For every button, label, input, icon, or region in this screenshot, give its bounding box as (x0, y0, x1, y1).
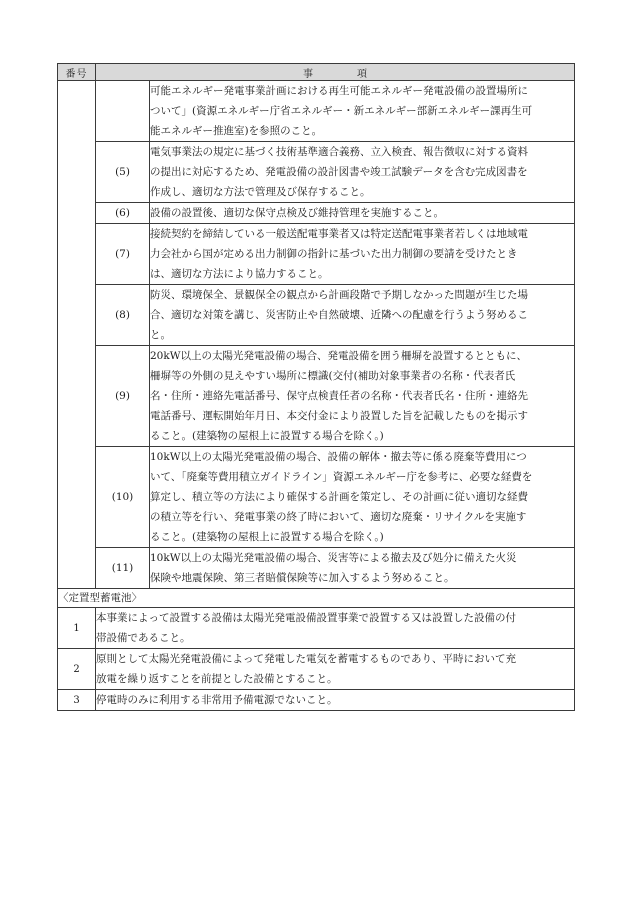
item-label: (10) (96, 447, 150, 548)
text-line: 10kW以上の太陽光発電設備の場合、災害等による撤去及び処分に備えた火災 (150, 552, 517, 564)
text-line: 設備の設置後、適切な保守点検及び維持管理を実施すること。 (150, 207, 444, 219)
header-item (96, 64, 575, 81)
item-label-blank (96, 81, 150, 142)
text-line: 名・住所・連絡先電話番号、保守点検責任者の名称・代表者氏名・住所・連絡先 (150, 390, 528, 402)
text-line: の積立等を行い、発電事業の終了時において、適切な廃棄・リサイクルを実施す (150, 511, 527, 523)
table-row-item-9 (58, 346, 575, 447)
table-header-row (58, 64, 575, 81)
header-number: 番号 (58, 64, 96, 81)
table-row-item-10 (58, 447, 575, 548)
text-line: 柵塀等の外側の見えやすい場所に標識(交付(補助対象事業者の名称・代表者氏 (150, 370, 516, 382)
item-label: (9) (96, 346, 150, 447)
table-row-battery-1 (58, 608, 575, 649)
text-line: 原則として太陽光発電設備によって発電した電気を蓄電するものであり、平時において充 (96, 653, 516, 665)
item-text (96, 690, 575, 711)
item-label: (5) (96, 142, 150, 203)
text-line: 力会社から国が定める出力制御の指針に基づいた出力制御の要請を受けたとき (150, 248, 518, 260)
item-text (150, 224, 575, 285)
text-line: 可能エネルギー発電事業計画における再生可能エネルギー発電設備の設置場所に (150, 85, 528, 97)
table-row-battery-2 (58, 649, 575, 690)
item-number: 1 (58, 608, 96, 649)
table-row-item-5 (58, 142, 575, 203)
item-text (150, 81, 575, 142)
text-line: 接続契約を締結している一般送配電事業者又は特定送配電事業者若しくは地域電 (150, 228, 528, 240)
conditions-table (57, 63, 575, 711)
text-line: の提出に対応するため、発電設備の設計図書や竣工試験データを含む完成図書を (150, 166, 528, 178)
table-row-item-8 (58, 285, 575, 346)
item-text (150, 346, 575, 447)
header-item-char-2: 項 (357, 68, 367, 80)
item-label: (7) (96, 224, 150, 285)
item-text (150, 203, 575, 224)
text-line: 帯設備であること。 (96, 632, 191, 644)
text-line: ること。(建築物の屋根上に設置する場合を除く。) (150, 430, 384, 442)
item-text (150, 285, 575, 346)
section-title: 〈定置型蓄電池〉 (58, 589, 575, 608)
text-line: 合、適切な対策を講じ、災害防止や自然破壊、近隣への配慮を行うよう努めるこ (150, 309, 528, 321)
item-label: (8) (96, 285, 150, 346)
item-text (150, 548, 575, 589)
item-text (96, 649, 575, 690)
table-row-continuation (58, 81, 575, 142)
table-row-battery-3 (58, 690, 575, 711)
item-number: 2 (58, 649, 96, 690)
item-label: (11) (96, 548, 150, 589)
text-line: 保険や地震保険、第三者賠償保険等に加入するよう努めること。 (150, 572, 455, 584)
text-line: 電気事業法の規定に基づく技術基準適合義務、立入検査、報告徴収に対する資料 (150, 146, 528, 158)
text-line: ること。(建築物の屋根上に設置する場合を除く。) (150, 531, 384, 543)
header-item-char-1: 事 (303, 68, 313, 80)
text-line: は、適切な方法により協力すること。 (150, 268, 329, 280)
table-row-item-6 (58, 203, 575, 224)
text-line: いて、「廃棄等費用積立ガイドライン」資源エネルギー庁を参考に、必要な経費を (150, 471, 533, 483)
text-line: 放電を繰り返すことを前提とした設備とすること。 (96, 673, 338, 685)
text-line: と。 (150, 329, 171, 341)
section-row-battery (58, 589, 575, 608)
item-number: 3 (58, 690, 96, 711)
text-line: 20kW以上の太陽光発電設備の場合、発電設備を囲う柵塀を設置するとともに、 (150, 350, 528, 362)
table-row-item-11 (58, 548, 575, 589)
item-text (150, 142, 575, 203)
item-text (150, 447, 575, 548)
number-cell-blank (58, 81, 96, 589)
item-text (96, 608, 575, 649)
table-row-item-7 (58, 224, 575, 285)
text-line: ついて」(資源エネルギー庁省エネルギー・新エネルギー部新エネルギー課再生可 (150, 105, 533, 117)
text-line: 本事業によって設置する設備は太陽光発電設備設置事業で設置する又は設置した設備の付 (96, 612, 516, 624)
text-line: 電話番号、運転開始年月日、本交付金により設置した旨を記載したものを掲示す (150, 410, 528, 422)
text-line: 作成し、適切な方法で管理及び保存すること。 (150, 186, 371, 198)
text-line: 算定し、積立等の方法により確保する計画を策定し、その計画に従い適切な経費 (150, 491, 528, 503)
text-line: 能エネルギー推進室)を参照のこと。 (150, 125, 323, 137)
text-line: 10kW以上の太陽光発電設備の場合、設備の解体・撤去等に係る廃棄等費用につ (150, 451, 527, 463)
text-line: 停電時のみに利用する非常用予備電源でないこと。 (96, 694, 338, 706)
text-line: 防災、環境保全、景観保全の観点から計画段階で予期しなかった問題が生じた場 (150, 289, 528, 301)
item-label: (6) (96, 203, 150, 224)
